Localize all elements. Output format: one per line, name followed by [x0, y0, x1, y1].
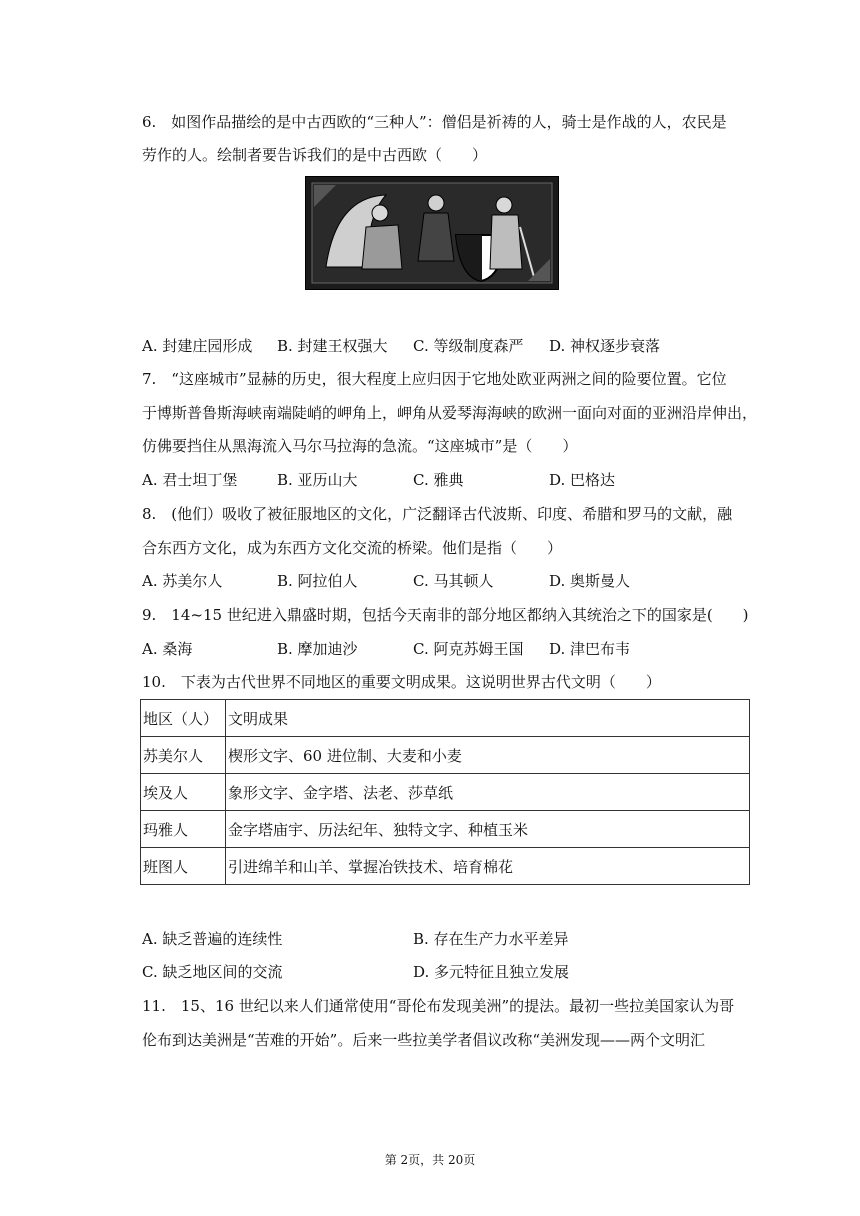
q6-option-b[interactable]: B. 封建王权强大: [277, 337, 388, 355]
table-row: [141, 811, 750, 848]
q6-stem-line1: 6. 如图作品描绘的是中古西欧的“三种人”：僧侣是祈祷的人，骑士是作战的人，农民是: [142, 113, 727, 131]
q10-option-c[interactable]: C. 缺乏地区间的交流: [142, 963, 283, 981]
q11-stem-line1: 11. 15、16 世纪以来人们通常使用“哥伦布发现美洲”的提法。最初一些拉美国家认为哥: [142, 997, 735, 1015]
q6-option-d[interactable]: D. 神权逐步衰落: [549, 337, 661, 355]
q9-option-b[interactable]: B. 摩加迪沙: [277, 640, 358, 658]
q8-stem-line2: 合东西方文化，成为东西方文化交流的桥梁。他们是指（ ）: [142, 539, 563, 557]
q9-option-d[interactable]: D. 津巴布韦: [549, 640, 631, 658]
q8-stem-line1: 8. (他们）吸收了被征服地区的文化，广泛翻译古代波斯、印度、希腊和罗马的文献，融: [142, 505, 733, 523]
q7-stem-line2: 于博斯普鲁斯海峡南端陡峭的岬角上，岬角从爱琴海海峡的欧洲一面向对面的亚洲沿岸伸出，: [142, 404, 758, 422]
table-row: [141, 737, 750, 774]
q7-option-d[interactable]: D. 巴格达: [549, 471, 616, 489]
q7-option-b[interactable]: B. 亚历山大: [277, 471, 358, 489]
q9-option-a[interactable]: A. 桑海: [142, 640, 193, 658]
q7-stem-line1: 7. “这座城市”显赫的历史，很大程度上应归因于它地处欧亚两洲之间的险要位置。它位: [142, 370, 727, 388]
q8-option-a[interactable]: A. 苏美尔人: [142, 572, 223, 590]
table-header-row: [141, 700, 750, 737]
table-cell-achievements: 引进绵羊和山羊、掌握冶铁技术、培育棉花: [226, 848, 750, 885]
q6-stem-line2: 劳作的人。绘制者要告诉我们的是中古西欧（ ）: [142, 146, 488, 164]
table-header-region: 地区（人）: [141, 700, 226, 737]
civilization-achievements-table: [140, 699, 750, 885]
q10-option-d[interactable]: D. 多元特征且独立发展: [413, 963, 570, 981]
table-cell-achievements: 金字塔庙宇、历法纪年、独特文字、种植玉米: [226, 811, 750, 848]
table-row: [141, 774, 750, 811]
q8-option-c[interactable]: C. 马其顿人: [413, 572, 494, 590]
q10-stem-line1: 10. 下表为古代世界不同地区的重要文明成果。这说明世界古代文明（ ）: [142, 673, 661, 691]
q8-option-b[interactable]: B. 阿拉伯人: [277, 572, 358, 590]
table-cell-region: 玛雅人: [141, 811, 226, 848]
q7-option-a[interactable]: A. 君士坦丁堡: [142, 471, 238, 489]
q10-option-b[interactable]: B. 存在生产力水平差异: [413, 930, 569, 948]
q10-option-a[interactable]: A. 缺乏普遍的连续性: [142, 930, 283, 948]
q9-option-c[interactable]: C. 阿克苏姆王国: [413, 640, 524, 658]
q11-stem-line2: 伦布到达美洲是“苦难的开始”。后来一些拉美学者倡议改称“美洲发现——两个文明汇: [142, 1031, 706, 1049]
q6-option-c[interactable]: C. 等级制度森严: [413, 337, 524, 355]
page-number-footer: 第 2页，共 20页: [384, 1153, 476, 1167]
table-cell-region: 苏美尔人: [141, 737, 226, 774]
q7-stem-line3: 仿佛要挡住从黑海流入马尔马拉海的急流。“这座城市”是（ ）: [142, 437, 578, 455]
table-cell-region: 班图人: [141, 848, 226, 885]
q7-option-c[interactable]: C. 雅典: [413, 471, 464, 489]
table-row: [141, 848, 750, 885]
woodcut-image: [306, 177, 558, 289]
q9-stem-line1: 9. 14~15 世纪进入鼎盛时期，包括今天南非的部分地区都纳入其统治之下的国家是( ): [142, 606, 749, 624]
table-header-achievements: 文明成果: [226, 700, 750, 737]
table-cell-region: 埃及人: [141, 774, 226, 811]
q8-option-d[interactable]: D. 奥斯曼人: [549, 572, 631, 590]
three-estates-illustration: [305, 176, 559, 290]
table-cell-achievements: 楔形文字、60 进位制、大麦和小麦: [226, 737, 750, 774]
q6-option-a[interactable]: A. 封建庄园形成: [142, 337, 253, 355]
table-cell-achievements: 象形文字、金字塔、法老、莎草纸: [226, 774, 750, 811]
